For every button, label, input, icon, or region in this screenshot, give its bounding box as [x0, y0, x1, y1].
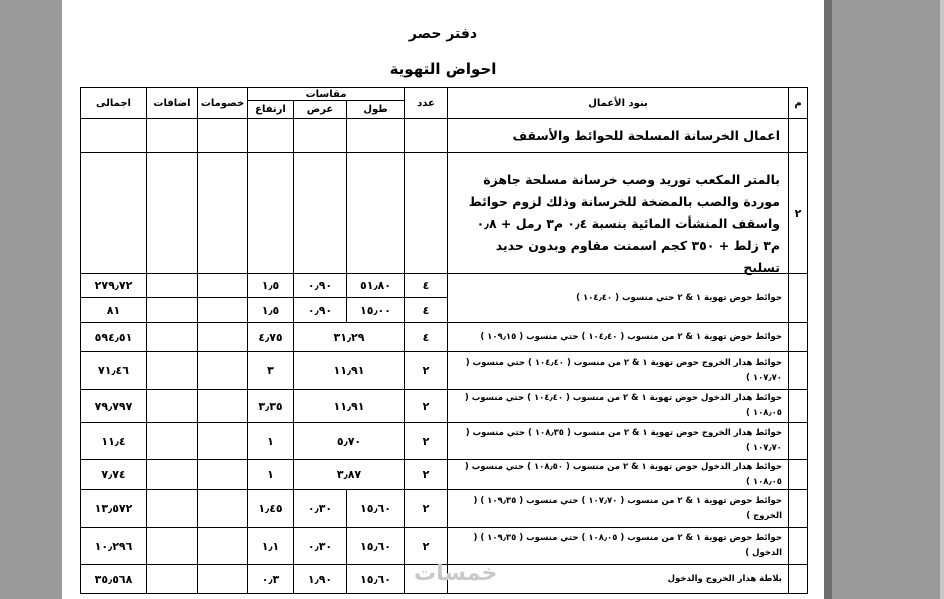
- row-description: حوائط هدار الدخول حوض تهوية ١ & ٢ من منسوب ( ١٠٤٫٤٠ ) حتي منسوب ( ١٠٨٫٠٥ ): [447, 389, 789, 423]
- row-length: ١٥٫٠٠: [346, 297, 405, 323]
- row-total: ٧٫٧٤: [80, 459, 147, 490]
- row-deductions: [197, 564, 248, 594]
- empty-cell: [247, 118, 294, 153]
- row-count: ٤: [404, 297, 448, 323]
- row-description: حوائط حوض تهوية ١ & ٢ حتي منسوب ( ١٠٤٫٤٠ ): [447, 273, 789, 323]
- row-length-width: ٥٫٧٠: [293, 422, 405, 460]
- row-total: ٢٧٩٫٧٢: [80, 273, 147, 298]
- row-count: ٢: [404, 422, 448, 460]
- header-total: اجمالى: [80, 87, 147, 119]
- row-m: [788, 489, 808, 528]
- empty-cell: [788, 118, 808, 153]
- document-page: [62, 0, 824, 599]
- row-deductions: [197, 389, 248, 423]
- row-deductions: [197, 527, 248, 565]
- row-height: ١٫٥: [247, 297, 294, 323]
- row-width: ١٫٩٠: [293, 564, 347, 594]
- row-total: ١٠٫٢٩٦: [80, 527, 147, 565]
- empty-cell: [346, 152, 405, 274]
- row-length-width: ١١٫٩١: [293, 389, 405, 423]
- header-m: م: [788, 87, 808, 119]
- header-additions: اضافات: [146, 87, 198, 119]
- row-height: ٤٫٧٥: [247, 322, 294, 352]
- row-width: ٠٫٣٠: [293, 489, 347, 528]
- row-m: [788, 459, 808, 490]
- row-width: ٠٫٩٠: [293, 297, 347, 323]
- row-length-width: ١١٫٩١: [293, 351, 405, 390]
- row-m: [788, 322, 808, 352]
- row-height: ١٫٥: [247, 273, 294, 298]
- row-deductions: [197, 459, 248, 490]
- row-height: ١: [247, 459, 294, 490]
- row-m: [788, 564, 808, 594]
- row-description: حوائط حوض تهوية ١ & ٢ من منسوب ( ١٠٨٫٠٥ ) حتي منسوب ( ١٠٩٫٣٥ ) ( الدخول ): [447, 527, 789, 565]
- row-additions: [146, 422, 198, 460]
- row-count: ٢: [404, 351, 448, 390]
- empty-cell: [293, 118, 347, 153]
- empty-cell: [146, 152, 198, 274]
- row-total: ١١٫٤: [80, 422, 147, 460]
- item-number: ٢: [788, 152, 808, 274]
- row-total: ٨١: [80, 297, 147, 323]
- watermark: خمسات: [414, 561, 498, 586]
- row-length: ٥١٫٨٠: [346, 273, 405, 298]
- row-deductions: [197, 297, 248, 323]
- empty-cell: [197, 118, 248, 153]
- row-m: [788, 527, 808, 565]
- row-width: ٠٫٩٠: [293, 273, 347, 298]
- row-description: حوائط حوض تهوية ١ & ٢ من منسوب ( ١٠٧٫٧٠ ) حتي منسوب ( ١٠٩٫٣٥ ) ( الخروج ): [447, 489, 789, 528]
- empty-cell: [80, 152, 147, 274]
- scrollbar[interactable]: [940, 0, 944, 599]
- row-m: [788, 351, 808, 390]
- empty-cell: [404, 152, 448, 274]
- row-m: [788, 273, 808, 323]
- row-count: ٢: [404, 527, 448, 565]
- row-total: ١٣٫٥٧٢: [80, 489, 147, 528]
- header-count: عدد: [404, 87, 448, 119]
- header-length: طول: [346, 100, 405, 119]
- empty-cell: [247, 152, 294, 274]
- empty-cell: [404, 118, 448, 153]
- row-additions: [146, 527, 198, 565]
- document-title: دفتر حصر: [408, 26, 478, 42]
- row-additions: [146, 489, 198, 528]
- header-dimensions: مقاسات: [247, 87, 405, 101]
- row-description: بلاطة هدار الخروج والدخول: [447, 564, 789, 594]
- document-subtitle: احواض التهوية: [389, 60, 497, 78]
- row-additions: [146, 322, 198, 352]
- row-additions: [146, 459, 198, 490]
- row-deductions: [197, 489, 248, 528]
- row-height: ١٫١: [247, 527, 294, 565]
- row-count: ٢: [404, 459, 448, 490]
- row-deductions: [197, 322, 248, 352]
- row-deductions: [197, 273, 248, 298]
- header-deductions: خصومات: [197, 87, 248, 119]
- row-height: ٣: [247, 351, 294, 390]
- row-height: ٠٫٣: [247, 564, 294, 594]
- row-length-width: ٣٫٨٧: [293, 459, 405, 490]
- page-shadow: [824, 0, 832, 599]
- row-width: ٠٫٣٠: [293, 527, 347, 565]
- row-deductions: [197, 422, 248, 460]
- row-total: ٣٥٫٥٦٨: [80, 564, 147, 594]
- empty-cell: [197, 152, 248, 274]
- row-height: ١٫٤٥: [247, 489, 294, 528]
- row-length: ١٥٫٦٠: [346, 564, 405, 594]
- empty-cell: [346, 118, 405, 153]
- row-total: ٧١٫٤٦: [80, 351, 147, 390]
- section-title: اعمال الخرسانة المسلحة للحوائط والأسقف: [447, 118, 789, 153]
- row-length: ١٥٫٦٠: [346, 489, 405, 528]
- row-count: ٢: [404, 389, 448, 423]
- empty-cell: [293, 152, 347, 274]
- header-height: ارتفاع: [247, 100, 294, 119]
- row-height: ١: [247, 422, 294, 460]
- row-count: ٤: [404, 273, 448, 298]
- row-description: حوائط حوض تهوية ١ & ٢ من منسوب ( ١٠٤٫٤٠ ) حتي منسوب ( ١٠٩٫١٥ ): [447, 322, 789, 352]
- row-additions: [146, 389, 198, 423]
- row-description: حوائط هدار الخروج حوض تهوية ١ & ٢ من منسوب ( ١٠٨٫٣٥ ) حتي منسوب ( ١٠٧٫٧٠ ): [447, 422, 789, 460]
- row-total: ٧٩٫٧٩٧: [80, 389, 147, 423]
- row-description: حوائط هدار الدخول حوض تهوية ١ & ٢ من منسوب ( ١٠٨٫٥٠ ) حتي منسوب ( ١٠٨٫٠٥ ): [447, 459, 789, 490]
- item-description: بالمتر المكعب توريد وصب خرسانة مسلحة جاهزة موردة والصب بالمضخة للخرسانة وذلك لزوم حوائط واسقف المنشأت المائية بنسبة ٠٫٤ م٣ رمل + ٠٫٨ م٣ زلط + ٣٥٠ كجم اسمنت مقاوم وبدون حديد تسليح: [447, 152, 789, 274]
- row-count: ٤: [404, 322, 448, 352]
- header-width: عرض: [293, 100, 347, 119]
- row-additions: [146, 297, 198, 323]
- row-total: ٥٩٤٫٥١: [80, 322, 147, 352]
- row-deductions: [197, 351, 248, 390]
- row-description: حوائط هدار الخروج حوض تهوية ١ & ٢ من منسوب ( ١٠٤٫٤٠ ) حتي منسوب ( ١٠٧٫٧٠ ): [447, 351, 789, 390]
- header-item: بنود الأعمال: [447, 87, 789, 119]
- row-m: [788, 389, 808, 423]
- row-additions: [146, 351, 198, 390]
- row-m: [788, 422, 808, 460]
- empty-cell: [146, 118, 198, 153]
- row-additions: [146, 273, 198, 298]
- row-height: ٣٫٣٥: [247, 389, 294, 423]
- row-length-width: ٣١٫٢٩: [293, 322, 405, 352]
- empty-cell: [80, 118, 147, 153]
- row-count: ٢: [404, 489, 448, 528]
- row-length: ١٥٫٦٠: [346, 527, 405, 565]
- row-additions: [146, 564, 198, 594]
